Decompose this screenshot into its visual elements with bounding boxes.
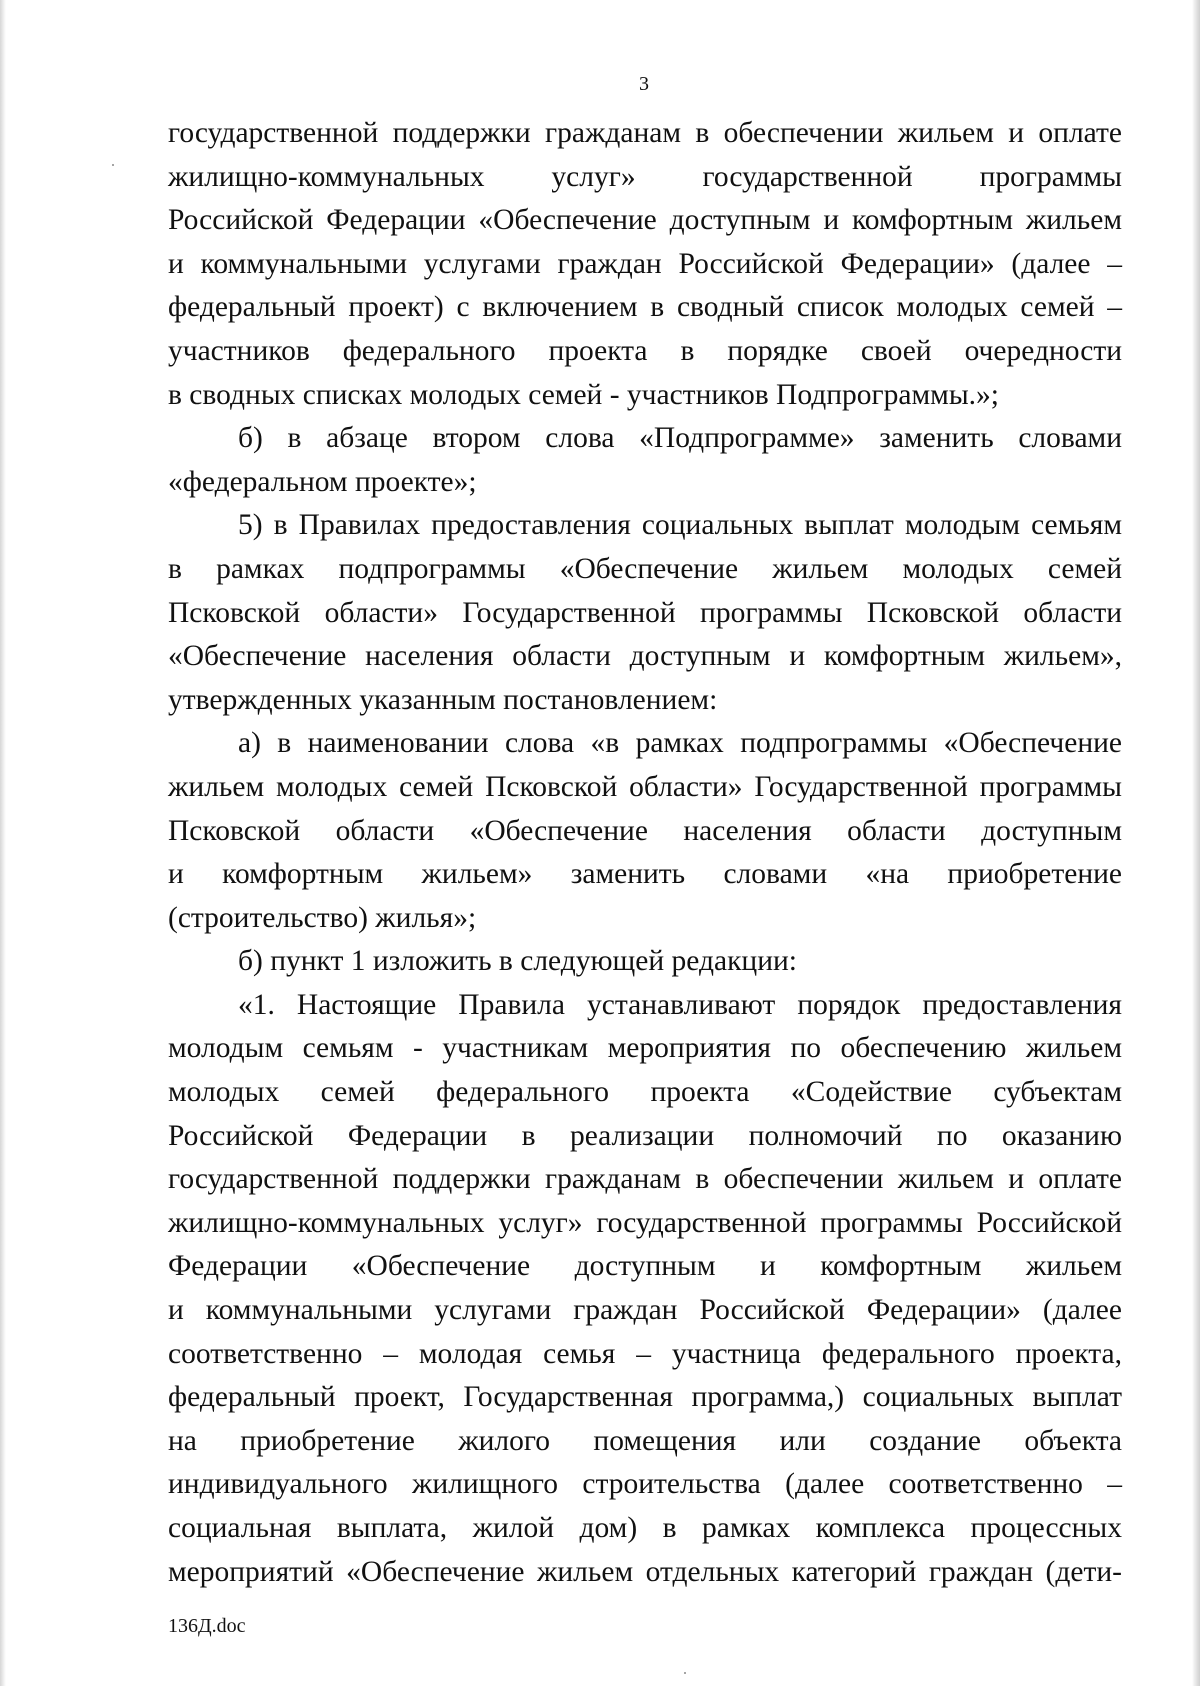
text-line: Псковской области» Государственной программы Псковской области: [168, 596, 1122, 629]
text-line: (строительство) жилья»;: [168, 901, 477, 934]
text-line: жильем молодых семей Псковской области» Государственной программы: [168, 770, 1122, 803]
text-line: государственной поддержки гражданам в обеспечении жильем и оплате: [168, 117, 1122, 149]
text-line: социальная выплата, жилой дом) в рамках комплекса процессных: [168, 1512, 1122, 1544]
text-line: Российской Федерации «Обеспечение доступным и комфортным жильем: [168, 204, 1122, 237]
text-line: 5) в Правилах предоставления социальных выплат молодым семьям: [238, 509, 1122, 542]
text-line: «1. Настоящие Правила устанавливают порядок предоставления: [238, 988, 1122, 1021]
text-line: жилищно-коммунальных услуг» государственной программы Российской: [168, 1206, 1122, 1239]
text-line: и комфортным жильем» заменить словами «на приобретение: [168, 858, 1122, 891]
text-line: государственной поддержки гражданам в обеспечении жильем и оплате: [168, 1163, 1122, 1196]
scan-edge-left: [0, 0, 6, 1686]
text-line: б) пункт 1 изложить в следующей редакции:: [238, 945, 797, 978]
text-line: в сводных списках молодых семей - участников Подпрограммы.»;: [168, 378, 999, 411]
text-line: на приобретение жилого помещения или создание объекта: [168, 1424, 1122, 1457]
scan-speck: [112, 164, 114, 166]
text-line: а) в наименовании слова «в рамках подпрограммы «Обеспечение: [238, 727, 1122, 760]
text-line: молодых семей федерального проекта «Содействие субъектам: [168, 1076, 1122, 1109]
text-line: Федерации «Обеспечение доступным и комфортным жильем: [168, 1250, 1122, 1283]
text-line: участников федерального проекта в порядке своей очередности: [168, 334, 1122, 367]
text-line: молодым семьям - участникам мероприятия по обеспечению жильем: [168, 1032, 1122, 1065]
text-line: «Обеспечение населения области доступным и комфортным жильем»,: [168, 640, 1122, 673]
scan-edge-right: [1192, 0, 1200, 1686]
text-line: соответственно – молодая семья – участница федерального проекта,: [168, 1337, 1122, 1370]
text-line: утвержденных указанным постановлением:: [168, 683, 718, 716]
text-line: индивидуального жилищного строительства (далее соответственно –: [168, 1468, 1122, 1501]
text-line: в рамках подпрограммы «Обеспечение жильем молодых семей: [168, 552, 1122, 585]
text-line: федеральный проект) с включением в сводный список молодых семей –: [168, 291, 1122, 324]
text-line: федеральный проект, Государственная программа,) социальных выплат: [168, 1381, 1122, 1414]
text-line: б) в абзаце втором слова «Подпрограмме» заменить словами: [238, 422, 1122, 455]
page-number: 3: [639, 73, 649, 95]
document-body: [168, 112, 1122, 1594]
file-reference: 136Д.doc: [168, 1615, 246, 1637]
text-line: и коммунальными услугами граждан Российской Федерации» (далее: [168, 1294, 1122, 1327]
text-line: «федеральном проекте»;: [168, 465, 477, 498]
scan-speck: [684, 1672, 686, 1674]
text-line: жилищно-коммунальных услуг» государственной программы: [168, 160, 1122, 193]
text-line: Российской Федерации в реализации полномочий по оказанию: [168, 1119, 1122, 1152]
text-line: и коммунальными услугами граждан Российской Федерации» (далее –: [168, 247, 1122, 280]
text-line: мероприятий «Обеспечение жильем отдельных категорий граждан (дети-: [168, 1555, 1122, 1588]
text-line: Псковской области «Обеспечение населения области доступным: [168, 814, 1122, 847]
